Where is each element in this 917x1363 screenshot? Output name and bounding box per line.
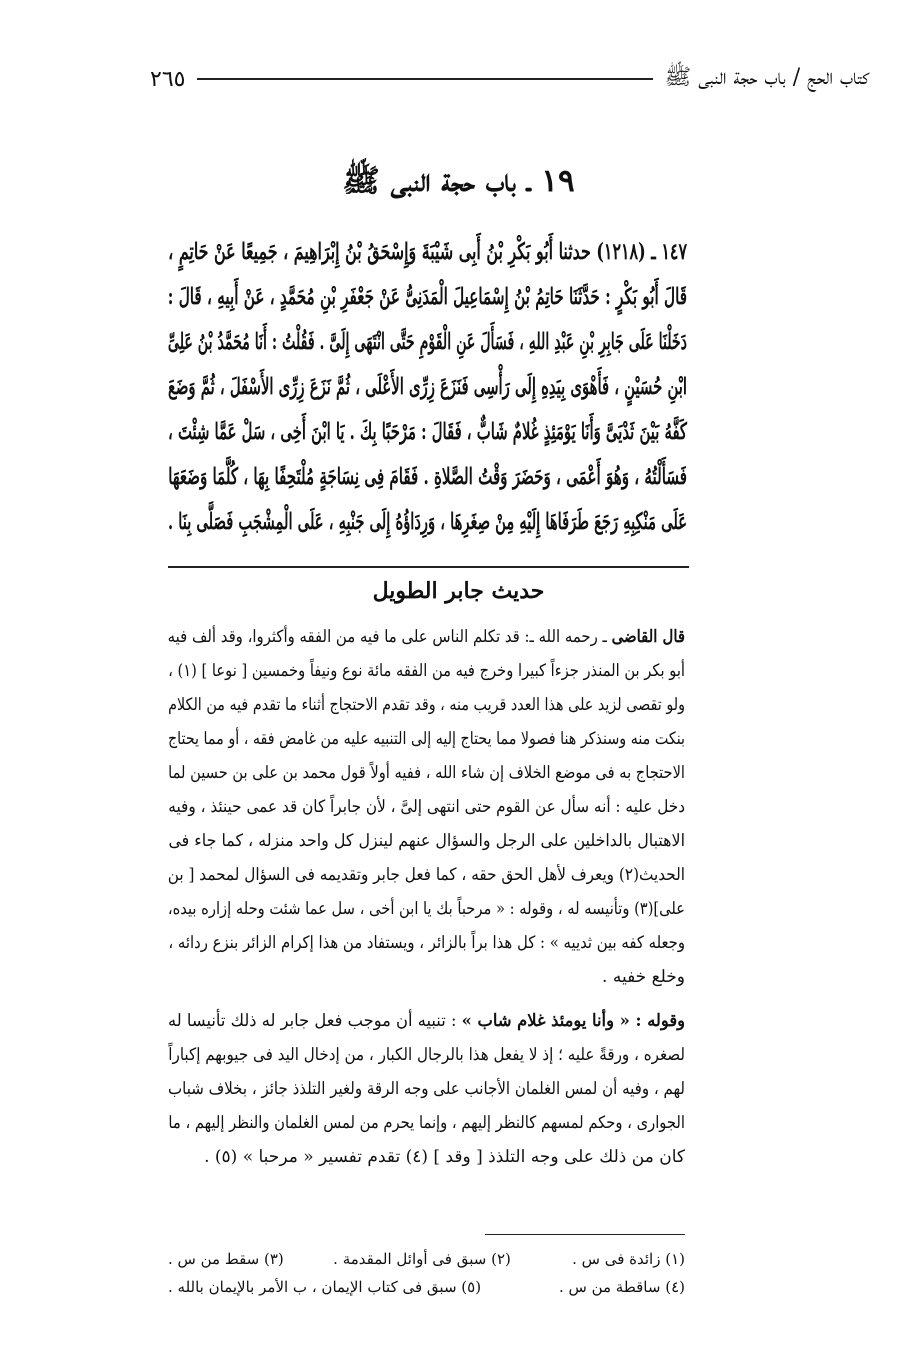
- commentary-line: على](٣) وتأنيسه له ، وقوله : « مرحباً بك يا ابن أخى ، سل عما شئت وحله إزاره بيده،: [167, 899, 685, 919]
- commentary-title: حديث جابر الطويل: [372, 578, 545, 604]
- section-divider: [168, 566, 689, 568]
- hadith-line: عَلَى مَنْكِبِهِ رَجَعَ طَرَفَاهَا إِلَيْهِ مِنْ صِغَرِهَا ، وَرِدَاؤُهُ إِلَى جَنْبِهِ ، عَلَى الْمِشْجَبِ فَصَلَّى بِنَا .: [168, 509, 687, 535]
- commentary-line: لصغره ، ورقةً عليه ؛ إذ لا يفعل هذا بالرجال الكبار ، من إدخال اليد فى جيوبهم إكباراً: [168, 1045, 685, 1065]
- commentary-line: ولو تقصى لزيد على هذا العدد قريب منه ، وقد تقدم الاحتجاج أثناء ما تقدم فيه من الكلام: [168, 695, 685, 715]
- hadith-line: فَسَأَلْتُهُ ، وَهُوَ أَعْمَى ، وَحَضَرَ وَقْتُ الصَّلاةِ . فَقَامَ فِى نِسَاجَةٍ مُلْتَحِفًا بِهَا ، كُلَّمَا وَضَعَهَا: [168, 464, 687, 490]
- commentary-line: أبو بكر بن المنذر جزءاً كبيرا وخرج فيه من الفقه مائة نوع ونيفاً وخمسين [ نوعا ] (١) ،: [168, 661, 685, 681]
- footnote: (٥) سبق فى كتاب الإيمان ، ب الأمر بالإيمان بالله .: [168, 1278, 482, 1296]
- commentary-line: الحديث(٢) ويعرف لأهل الحق حقه ، كما فعل جابر وتقديمه فى السؤال لمحمد [ بن: [167, 865, 685, 885]
- commentary-line: [168, 620, 685, 654]
- footnote-row: [168, 1273, 685, 1301]
- running-header: [150, 62, 869, 96]
- commentary-line: دخل عليه : أنه سأل عن القوم حتى انتهى إلىَّ ، لأن جابراً كان قد عمى حينئذ ، وفيه: [168, 797, 685, 817]
- commentary-line: الاهتبال بالداخلين على الرجل والسؤال عنهم لينزل كل واحد منزله ، كما جاء فى: [168, 831, 685, 851]
- hadith-line: ابْنِ حُسَيْنٍ ، فَأَهْوَى بِيَدِهِ إِلَى رَأْسِى فَنَزَعَ زِرِّى الأَعْلَى ، ثُمَّ نَزَعَ زِرِّى الأَسْفَلَ ، ثُمَّ وَضَعَ: [167, 374, 688, 400]
- hadith-line: كَفَّهُ بَيْنَ ثَدْيَىَّ وَأَنَا يَوْمَئِذٍ غُلامٌ شَابٌّ ، فَقَالَ : مَرْحَبًا بِكَ . يَا ابْنَ أَخِى ، سَلْ عَمَّا شِئْتَ ،: [168, 419, 688, 445]
- footnote: (٤) ساقطة من س .: [558, 1278, 685, 1296]
- commentary-line: لهم ، وفيه أن لمس الغلمان الأجانب على وجه الرقة ولغير التلذذ جائز ، بخلاف شباب: [168, 1079, 686, 1099]
- commentary-text: [168, 620, 685, 1174]
- commentary-lead: وقوله : « وأنا يومئذ غلام شاب »: [461, 1011, 685, 1031]
- chapter-title: ١٩ ـ باب حجة النبى ﷺ: [342, 163, 575, 199]
- running-title: كتاب الحج / باب حجة النبى ﷺ: [664, 65, 869, 90]
- footnote: (٢) سبق فى أوائل المقدمة .: [333, 1250, 511, 1268]
- commentary-line: وخلع خفيه .: [602, 967, 685, 987]
- commentary-line: كان من ذلك على وجه التلذذ [ وقد ] (٤) تقدم تفسير « مرحبا » (٥) .: [204, 1147, 685, 1167]
- footnote: (١) زائدة فى س .: [572, 1250, 685, 1268]
- hadith-text: [168, 230, 687, 545]
- commentary-text-run: ـ رحمه الله ـ: قد تكلم الناس على ما فيه من الفقه وأكثروا، وقد ألف فيه: [167, 627, 612, 647]
- hadith-line: قَالَ أَبُو بَكْرٍ : حَدَّثَنَا حَاتِمُ بْنُ إِسْمَاعِيلَ الْمَدَنِىُّ عَنْ جَعْفَرِ بْنِ مُحَمَّدٍ ، عَنْ أَبِيهِ ، قَالَ :: [167, 284, 687, 310]
- commentary-line: [168, 1004, 685, 1038]
- header-rule: [197, 78, 652, 80]
- footnote-rule: [485, 1234, 685, 1235]
- commentary-lead: قال القاضى: [611, 627, 685, 647]
- hadith-line: ١٤٧ ـ (١٢١٨) حدثنا أَبُو بَكْرِ بْنُ أَبِى شَيْبَةَ وَإِسْحَقُ بْنُ إِبْرَاهِيمَ ، جَمِيعًا عَنْ حَاتِمٍ ،: [168, 239, 687, 265]
- page-number: ٢٦٥: [150, 66, 186, 92]
- footnote: (٣) سقط من س .: [168, 1250, 284, 1268]
- commentary-line: وجعله كفه بين ثدييه » : كل هذا براً بالزائر ، ويستفاد من هذا إكرام الزائر بنزع ردائه ،: [168, 933, 685, 953]
- commentary-line: الجوارى ، وحكم لمسهم كالنظر إليهم ، وإنما يحرم من لمس الغلمان والنظر إليهم ، ما: [168, 1113, 685, 1133]
- footnote-row: [168, 1245, 685, 1273]
- footnotes: [168, 1245, 685, 1301]
- commentary-line: بنكت منه وسنذكر هنا فصولا مما يحتاج إليه إلى التنبيه عليه من غامض فقه ، أو مما يحتاج: [167, 729, 685, 749]
- hadith-line: دَخَلْنَا عَلَى جَابِرِ بْنِ عَبْدِ اللهِ ، فَسَأَلَ عَنِ الْقَوْمِ حَتَّى انْتَهَى إِلَىَّ . فَقُلْتُ : أَنَا مُحَمَّدُ بْنُ عَلِىِّ: [167, 329, 687, 355]
- commentary-text-run: : تنبيه أن موجب فعل جابر له ذلك تأنيسا له: [168, 1011, 462, 1031]
- commentary-line: الاحتجاج به فى موضع الخلاف إن شاء الله ، ففيه أولاً قول محمد بن على بن حسين لما: [168, 763, 685, 783]
